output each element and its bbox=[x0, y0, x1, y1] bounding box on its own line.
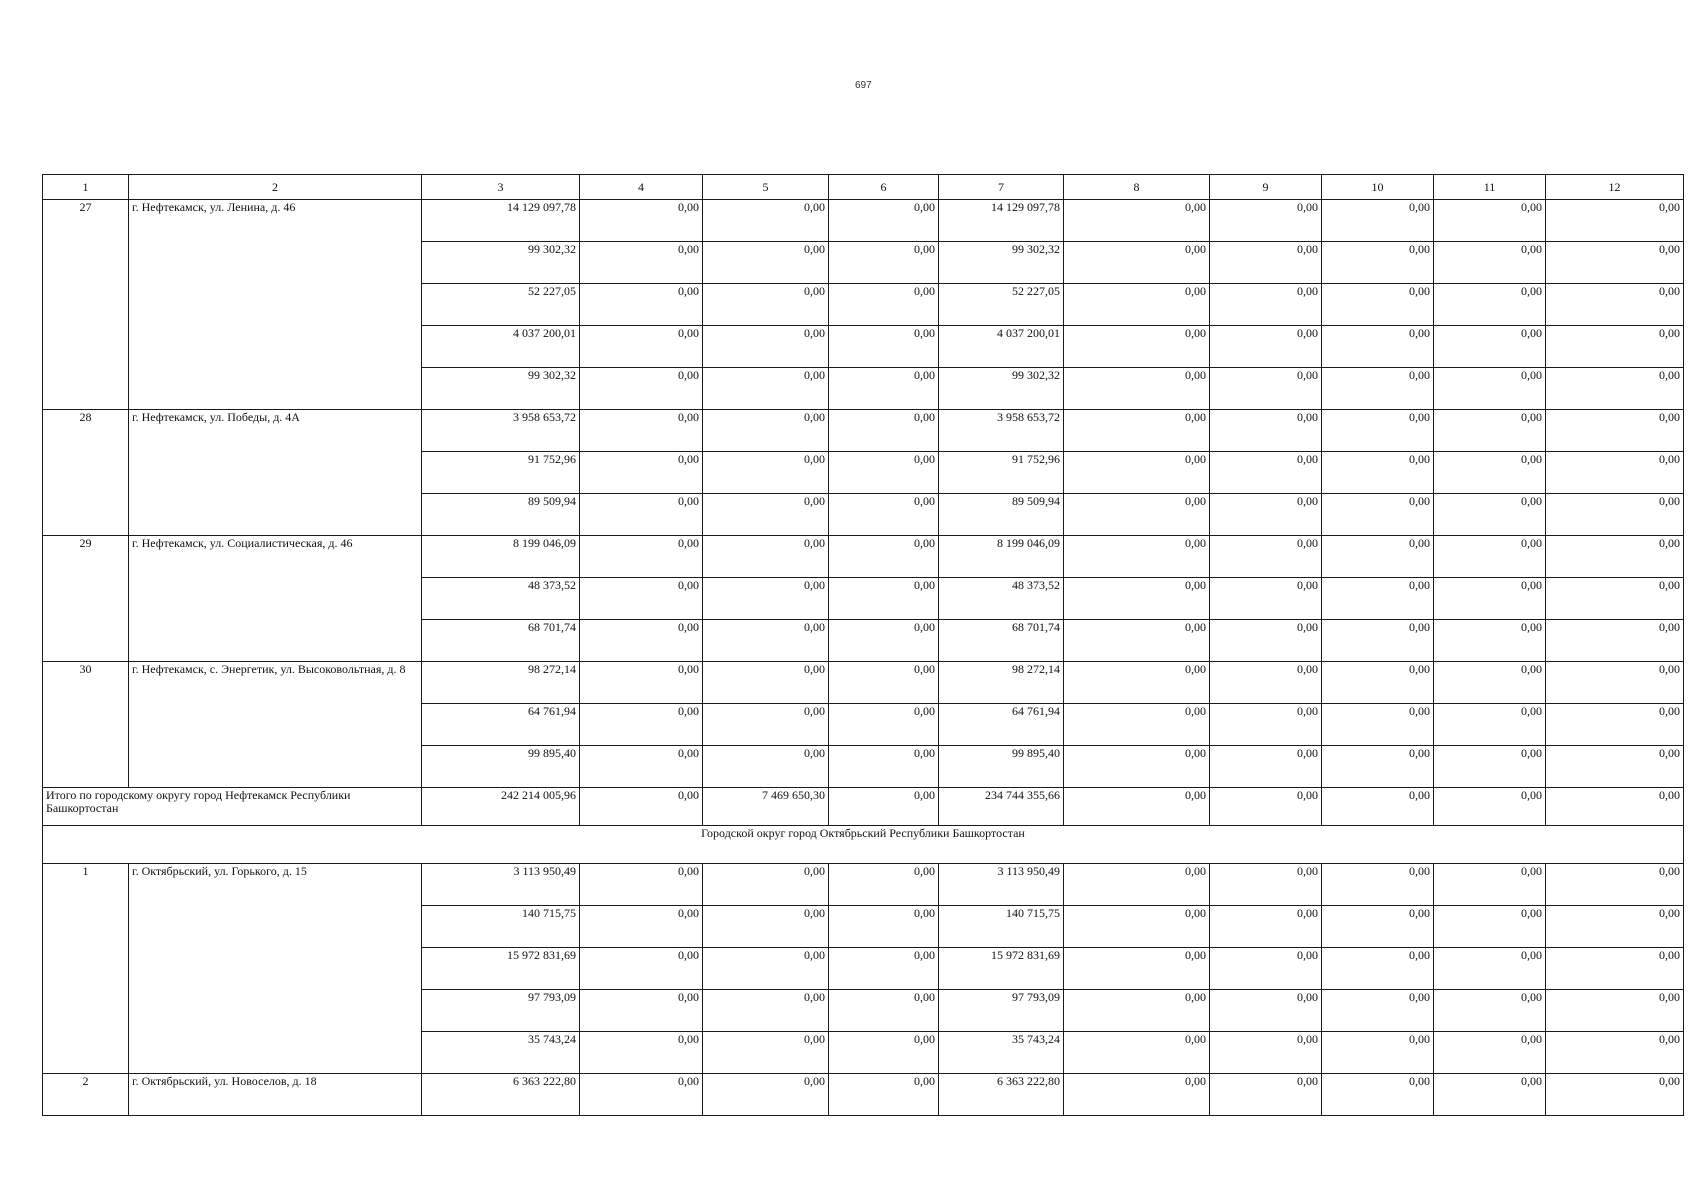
value-cell: 4 037 200,01 bbox=[939, 326, 1064, 368]
value-cell: 3 958 653,72 bbox=[939, 410, 1064, 452]
value-cell: 0,00 bbox=[1434, 536, 1546, 578]
value-cell: 0,00 bbox=[1322, 200, 1434, 242]
value-cell: 0,00 bbox=[580, 326, 703, 368]
value-cell: 0,00 bbox=[1322, 948, 1434, 990]
value-cell: 8 199 046,09 bbox=[422, 536, 580, 578]
value-cell: 0,00 bbox=[1322, 284, 1434, 326]
value-cell: 0,00 bbox=[1322, 242, 1434, 284]
value-cell: 0,00 bbox=[829, 410, 939, 452]
value-cell: 0,00 bbox=[1322, 662, 1434, 704]
value-cell: 3 113 950,49 bbox=[939, 864, 1064, 906]
value-cell: 52 227,05 bbox=[422, 284, 580, 326]
value-cell: 0,00 bbox=[1434, 620, 1546, 662]
value-cell: 0,00 bbox=[1434, 368, 1546, 410]
column-header: 7 bbox=[939, 175, 1064, 200]
value-cell: 0,00 bbox=[1546, 906, 1684, 948]
value-cell: 0,00 bbox=[1322, 410, 1434, 452]
value-cell: 99 895,40 bbox=[939, 746, 1064, 788]
value-cell: 0,00 bbox=[1322, 452, 1434, 494]
table-row bbox=[43, 536, 1684, 578]
value-cell: 0,00 bbox=[703, 1032, 829, 1074]
value-cell: 0,00 bbox=[1434, 1074, 1546, 1116]
value-cell: 3 113 950,49 bbox=[422, 864, 580, 906]
value-cell: 0,00 bbox=[1064, 410, 1210, 452]
value-cell: 0,00 bbox=[703, 990, 829, 1032]
value-cell: 0,00 bbox=[829, 906, 939, 948]
value-cell: 0,00 bbox=[1210, 746, 1322, 788]
value-cell: 0,00 bbox=[829, 1074, 939, 1116]
value-cell: 0,00 bbox=[1322, 704, 1434, 746]
value-cell: 0,00 bbox=[1064, 200, 1210, 242]
value-cell: 0,00 bbox=[1546, 620, 1684, 662]
value-cell: 0,00 bbox=[1064, 864, 1210, 906]
section-title: Городской округ город Октябрьский Республики Башкортостан bbox=[43, 826, 1684, 864]
value-cell: 0,00 bbox=[829, 284, 939, 326]
value-cell: 0,00 bbox=[1434, 410, 1546, 452]
value-cell: 0,00 bbox=[1322, 326, 1434, 368]
value-cell: 0,00 bbox=[1434, 494, 1546, 536]
value-cell: 0,00 bbox=[1210, 242, 1322, 284]
value-cell: 0,00 bbox=[1064, 906, 1210, 948]
value-cell: 0,00 bbox=[829, 242, 939, 284]
value-cell: 48 373,52 bbox=[422, 578, 580, 620]
value-cell: 89 509,94 bbox=[939, 494, 1064, 536]
value-cell: 0,00 bbox=[703, 368, 829, 410]
value-cell: 0,00 bbox=[703, 1074, 829, 1116]
address-cell: г. Нефтекамск, ул. Победы, д. 4А bbox=[129, 410, 422, 536]
value-cell: 0,00 bbox=[580, 452, 703, 494]
value-cell: 0,00 bbox=[1434, 284, 1546, 326]
value-cell: 0,00 bbox=[829, 746, 939, 788]
value-cell: 0,00 bbox=[1322, 864, 1434, 906]
value-cell: 0,00 bbox=[1210, 1074, 1322, 1116]
value-cell: 0,00 bbox=[1434, 746, 1546, 788]
value-cell: 0,00 bbox=[1210, 536, 1322, 578]
value-cell: 0,00 bbox=[1434, 704, 1546, 746]
value-cell: 0,00 bbox=[1210, 452, 1322, 494]
value-cell: 0,00 bbox=[829, 578, 939, 620]
value-cell: 52 227,05 bbox=[939, 284, 1064, 326]
value-cell: 0,00 bbox=[703, 326, 829, 368]
value-cell: 0,00 bbox=[1322, 494, 1434, 536]
value-cell: 0,00 bbox=[1064, 746, 1210, 788]
value-cell: 0,00 bbox=[829, 1032, 939, 1074]
value-cell: 0,00 bbox=[1210, 284, 1322, 326]
value-cell: 0,00 bbox=[580, 948, 703, 990]
value-cell: 0,00 bbox=[1322, 1032, 1434, 1074]
value-cell: 0,00 bbox=[1210, 1032, 1322, 1074]
total-value: 0,00 bbox=[1064, 788, 1210, 826]
value-cell: 0,00 bbox=[580, 746, 703, 788]
value-cell: 0,00 bbox=[1322, 746, 1434, 788]
value-cell: 0,00 bbox=[829, 990, 939, 1032]
value-cell: 0,00 bbox=[1064, 494, 1210, 536]
value-cell: 0,00 bbox=[1546, 864, 1684, 906]
value-cell: 0,00 bbox=[1064, 990, 1210, 1032]
value-cell: 0,00 bbox=[703, 452, 829, 494]
column-header: 5 bbox=[703, 175, 829, 200]
value-cell: 0,00 bbox=[703, 536, 829, 578]
address-cell: г. Нефтекамск, с. Энергетик, ул. Высоковольтная, д. 8 bbox=[129, 662, 422, 788]
value-cell: 99 302,32 bbox=[939, 368, 1064, 410]
row-index: 2 bbox=[43, 1074, 129, 1116]
page-number: 697 bbox=[855, 80, 872, 91]
value-cell: 0,00 bbox=[829, 948, 939, 990]
value-cell: 0,00 bbox=[580, 1032, 703, 1074]
column-header: 1 bbox=[43, 175, 129, 200]
value-cell: 91 752,96 bbox=[939, 452, 1064, 494]
column-header: 9 bbox=[1210, 175, 1322, 200]
value-cell: 15 972 831,69 bbox=[939, 948, 1064, 990]
value-cell: 3 958 653,72 bbox=[422, 410, 580, 452]
value-cell: 0,00 bbox=[1322, 620, 1434, 662]
address-cell: г. Октябрьский, ул. Новоселов, д. 18 bbox=[129, 1074, 422, 1116]
value-cell: 0,00 bbox=[1434, 578, 1546, 620]
value-cell: 0,00 bbox=[1546, 1074, 1684, 1116]
address-cell: г. Нефтекамск, ул. Ленина, д. 46 bbox=[129, 200, 422, 410]
header-row bbox=[43, 175, 1684, 200]
value-cell: 0,00 bbox=[703, 864, 829, 906]
value-cell: 0,00 bbox=[1546, 410, 1684, 452]
column-header: 6 bbox=[829, 175, 939, 200]
column-header: 8 bbox=[1064, 175, 1210, 200]
value-cell: 0,00 bbox=[1434, 948, 1546, 990]
value-cell: 0,00 bbox=[1210, 368, 1322, 410]
value-cell: 68 701,74 bbox=[939, 620, 1064, 662]
value-cell: 35 743,24 bbox=[939, 1032, 1064, 1074]
value-cell: 0,00 bbox=[703, 620, 829, 662]
value-cell: 0,00 bbox=[1064, 242, 1210, 284]
value-cell: 6 363 222,80 bbox=[939, 1074, 1064, 1116]
value-cell: 140 715,75 bbox=[422, 906, 580, 948]
section-row bbox=[43, 826, 1684, 864]
value-cell: 0,00 bbox=[1546, 1032, 1684, 1074]
value-cell: 0,00 bbox=[580, 990, 703, 1032]
value-cell: 0,00 bbox=[1210, 906, 1322, 948]
value-cell: 0,00 bbox=[580, 494, 703, 536]
value-cell: 97 793,09 bbox=[939, 990, 1064, 1032]
value-cell: 0,00 bbox=[703, 578, 829, 620]
value-cell: 99 895,40 bbox=[422, 746, 580, 788]
value-cell: 0,00 bbox=[1546, 200, 1684, 242]
value-cell: 0,00 bbox=[1210, 200, 1322, 242]
value-cell: 0,00 bbox=[829, 536, 939, 578]
value-cell: 0,00 bbox=[580, 284, 703, 326]
value-cell: 0,00 bbox=[1064, 704, 1210, 746]
total-value: 234 744 355,66 bbox=[939, 788, 1064, 826]
table-row bbox=[43, 662, 1684, 704]
value-cell: 0,00 bbox=[1210, 494, 1322, 536]
value-cell: 97 793,09 bbox=[422, 990, 580, 1032]
value-cell: 0,00 bbox=[1210, 326, 1322, 368]
address-cell: г. Октябрьский, ул. Горького, д. 15 bbox=[129, 864, 422, 1074]
value-cell: 0,00 bbox=[1434, 906, 1546, 948]
value-cell: 14 129 097,78 bbox=[422, 200, 580, 242]
value-cell: 0,00 bbox=[1546, 990, 1684, 1032]
value-cell: 0,00 bbox=[1434, 452, 1546, 494]
value-cell: 0,00 bbox=[1434, 662, 1546, 704]
value-cell: 0,00 bbox=[1064, 1032, 1210, 1074]
value-cell: 0,00 bbox=[1546, 578, 1684, 620]
value-cell: 0,00 bbox=[703, 200, 829, 242]
row-index: 1 bbox=[43, 864, 129, 1074]
value-cell: 0,00 bbox=[1322, 1074, 1434, 1116]
value-cell: 48 373,52 bbox=[939, 578, 1064, 620]
value-cell: 0,00 bbox=[580, 1074, 703, 1116]
value-cell: 0,00 bbox=[1322, 906, 1434, 948]
value-cell: 0,00 bbox=[829, 368, 939, 410]
value-cell: 64 761,94 bbox=[939, 704, 1064, 746]
column-header: 12 bbox=[1546, 175, 1684, 200]
total-value: 0,00 bbox=[1210, 788, 1322, 826]
value-cell: 0,00 bbox=[1546, 326, 1684, 368]
value-cell: 0,00 bbox=[829, 662, 939, 704]
table-row bbox=[43, 410, 1684, 452]
value-cell: 0,00 bbox=[703, 948, 829, 990]
value-cell: 0,00 bbox=[1210, 410, 1322, 452]
total-row bbox=[43, 788, 1684, 826]
value-cell: 0,00 bbox=[1064, 326, 1210, 368]
value-cell: 0,00 bbox=[703, 410, 829, 452]
value-cell: 14 129 097,78 bbox=[939, 200, 1064, 242]
column-header: 3 bbox=[422, 175, 580, 200]
value-cell: 0,00 bbox=[1322, 990, 1434, 1032]
value-cell: 0,00 bbox=[1064, 536, 1210, 578]
value-cell: 0,00 bbox=[580, 578, 703, 620]
value-cell: 0,00 bbox=[703, 906, 829, 948]
value-cell: 0,00 bbox=[703, 662, 829, 704]
value-cell: 98 272,14 bbox=[939, 662, 1064, 704]
row-index: 27 bbox=[43, 200, 129, 410]
table-row bbox=[43, 200, 1684, 242]
value-cell: 0,00 bbox=[1322, 536, 1434, 578]
value-cell: 0,00 bbox=[1064, 452, 1210, 494]
value-cell: 0,00 bbox=[829, 452, 939, 494]
value-cell: 0,00 bbox=[1210, 662, 1322, 704]
value-cell: 0,00 bbox=[580, 662, 703, 704]
value-cell: 0,00 bbox=[580, 704, 703, 746]
value-cell: 0,00 bbox=[1210, 990, 1322, 1032]
value-cell: 0,00 bbox=[1064, 284, 1210, 326]
value-cell: 0,00 bbox=[580, 620, 703, 662]
value-cell: 0,00 bbox=[703, 746, 829, 788]
value-cell: 8 199 046,09 bbox=[939, 536, 1064, 578]
value-cell: 35 743,24 bbox=[422, 1032, 580, 1074]
value-cell: 0,00 bbox=[1210, 704, 1322, 746]
table-row bbox=[43, 1074, 1684, 1116]
value-cell: 0,00 bbox=[1064, 662, 1210, 704]
value-cell: 0,00 bbox=[829, 200, 939, 242]
value-cell: 0,00 bbox=[1434, 326, 1546, 368]
value-cell: 0,00 bbox=[703, 242, 829, 284]
value-cell: 0,00 bbox=[829, 620, 939, 662]
value-cell: 0,00 bbox=[1210, 864, 1322, 906]
value-cell: 0,00 bbox=[1546, 284, 1684, 326]
value-cell: 0,00 bbox=[1064, 1074, 1210, 1116]
value-cell: 0,00 bbox=[1210, 948, 1322, 990]
total-value: 0,00 bbox=[1322, 788, 1434, 826]
value-cell: 0,00 bbox=[1434, 200, 1546, 242]
value-cell: 0,00 bbox=[829, 864, 939, 906]
value-cell: 0,00 bbox=[1064, 368, 1210, 410]
value-cell: 99 302,32 bbox=[422, 368, 580, 410]
total-value: 0,00 bbox=[829, 788, 939, 826]
total-value: 7 469 650,30 bbox=[703, 788, 829, 826]
data-table bbox=[42, 174, 1684, 1116]
value-cell: 0,00 bbox=[580, 200, 703, 242]
value-cell: 0,00 bbox=[1546, 242, 1684, 284]
value-cell: 89 509,94 bbox=[422, 494, 580, 536]
row-index: 29 bbox=[43, 536, 129, 662]
value-cell: 0,00 bbox=[829, 326, 939, 368]
value-cell: 0,00 bbox=[1434, 1032, 1546, 1074]
value-cell: 15 972 831,69 bbox=[422, 948, 580, 990]
value-cell: 0,00 bbox=[580, 536, 703, 578]
value-cell: 68 701,74 bbox=[422, 620, 580, 662]
value-cell: 0,00 bbox=[1434, 990, 1546, 1032]
value-cell: 0,00 bbox=[1434, 242, 1546, 284]
value-cell: 64 761,94 bbox=[422, 704, 580, 746]
value-cell: 6 363 222,80 bbox=[422, 1074, 580, 1116]
value-cell: 0,00 bbox=[1064, 948, 1210, 990]
total-value: 0,00 bbox=[1434, 788, 1546, 826]
table-row bbox=[43, 864, 1684, 906]
value-cell: 0,00 bbox=[1546, 662, 1684, 704]
value-cell: 99 302,32 bbox=[939, 242, 1064, 284]
value-cell: 0,00 bbox=[1546, 948, 1684, 990]
value-cell: 0,00 bbox=[1546, 452, 1684, 494]
total-value: 242 214 005,96 bbox=[422, 788, 580, 826]
value-cell: 0,00 bbox=[829, 494, 939, 536]
value-cell: 0,00 bbox=[580, 242, 703, 284]
value-cell: 0,00 bbox=[829, 704, 939, 746]
value-cell: 0,00 bbox=[1546, 704, 1684, 746]
value-cell: 0,00 bbox=[1210, 578, 1322, 620]
column-header: 11 bbox=[1434, 175, 1546, 200]
total-value: 0,00 bbox=[1546, 788, 1684, 826]
row-index: 30 bbox=[43, 662, 129, 788]
value-cell: 0,00 bbox=[1546, 368, 1684, 410]
column-header: 2 bbox=[129, 175, 422, 200]
row-index: 28 bbox=[43, 410, 129, 536]
value-cell: 0,00 bbox=[703, 704, 829, 746]
value-cell: 0,00 bbox=[580, 410, 703, 452]
value-cell: 0,00 bbox=[1546, 746, 1684, 788]
value-cell: 0,00 bbox=[1322, 578, 1434, 620]
column-header: 10 bbox=[1322, 175, 1434, 200]
value-cell: 0,00 bbox=[1434, 864, 1546, 906]
value-cell: 4 037 200,01 bbox=[422, 326, 580, 368]
value-cell: 0,00 bbox=[1546, 536, 1684, 578]
value-cell: 0,00 bbox=[1064, 620, 1210, 662]
value-cell: 91 752,96 bbox=[422, 452, 580, 494]
value-cell: 0,00 bbox=[580, 864, 703, 906]
value-cell: 140 715,75 bbox=[939, 906, 1064, 948]
value-cell: 0,00 bbox=[703, 494, 829, 536]
total-label: Итого по городскому округу город Нефтекамск Республики Башкортостан bbox=[43, 788, 422, 826]
value-cell: 0,00 bbox=[580, 368, 703, 410]
value-cell: 0,00 bbox=[1064, 578, 1210, 620]
value-cell: 0,00 bbox=[1210, 620, 1322, 662]
address-cell: г. Нефтекамск, ул. Социалистическая, д. 46 bbox=[129, 536, 422, 662]
total-value: 0,00 bbox=[580, 788, 703, 826]
value-cell: 0,00 bbox=[703, 284, 829, 326]
value-cell: 98 272,14 bbox=[422, 662, 580, 704]
column-header: 4 bbox=[580, 175, 703, 200]
value-cell: 0,00 bbox=[1322, 368, 1434, 410]
value-cell: 99 302,32 bbox=[422, 242, 580, 284]
value-cell: 0,00 bbox=[1546, 494, 1684, 536]
value-cell: 0,00 bbox=[580, 906, 703, 948]
